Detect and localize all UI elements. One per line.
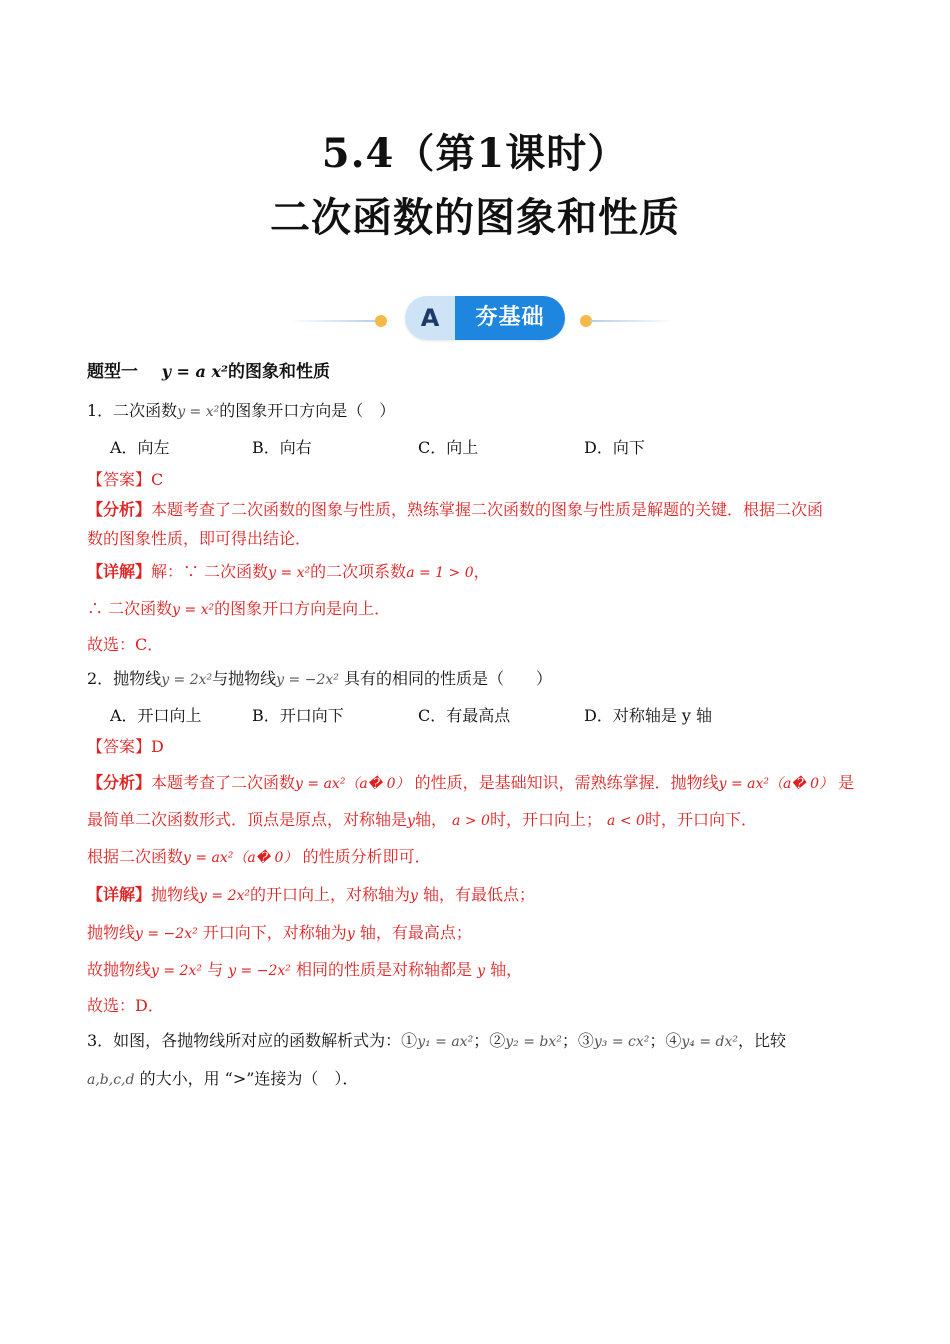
q1-detail-line-1 — [87, 561, 490, 584]
q2-analysis-formula-5: y = ax²（a� 0） — [183, 850, 298, 866]
q2-answer: 【答案】D — [87, 737, 164, 756]
q2-option-b: B．开口向下 — [252, 706, 344, 725]
q2-option-c: C．有最高点 — [418, 706, 511, 725]
q1-analysis-line-1 — [87, 499, 823, 521]
q3-stem-line-1 — [87, 1030, 786, 1053]
q1-detail-line-2 — [87, 598, 390, 621]
q3-prefix: 3．如图，各抛物线所对应的函数解析式为：① — [87, 1031, 418, 1050]
q2-detail-line-2 — [87, 922, 472, 945]
q1-answer: 【答案】C — [87, 470, 164, 489]
q2-formula-1: y = 2x² — [161, 672, 213, 688]
q2-analysis-text-2f: 时，开口向下． — [644, 810, 757, 829]
q1-detail-formula-3: y = x² — [172, 602, 215, 618]
q2-detail-formula-2: y = −2x² — [135, 926, 198, 942]
section-heading — [87, 361, 330, 383]
q3-formula-2: y₂ = bx² — [505, 1034, 562, 1050]
q2-choice: 故选：D． — [87, 996, 164, 1015]
q2-detail-text-3c: 相同的性质是对称轴都是 — [295, 960, 472, 979]
q1-detail-text-1c: ， — [473, 562, 490, 581]
q2-analysis-line-2 — [87, 809, 757, 832]
q2-analysis-text-1b: 的性质，是基础知识，需熟练掌握．抛物线 — [414, 773, 719, 792]
q2-detail-text-3a: 故抛物线 — [87, 960, 152, 979]
q2-detail-text-1a: 抛物线 — [151, 885, 200, 904]
q3-suffix: 的大小，用 “>”连接为（ ）． — [139, 1069, 359, 1088]
q2-detail-y-1: y — [410, 888, 418, 904]
q2-analysis-line-3 — [87, 846, 431, 869]
q3-sep-3: ；④ — [649, 1031, 682, 1050]
q1-prefix: 1．二次函数 — [87, 401, 178, 420]
q3-sep-4: ，比较 — [738, 1031, 787, 1050]
q1-stem — [87, 400, 395, 423]
q2-detail-formula-4: y = −2x² — [228, 963, 291, 979]
q1-detail-text-1a: 解：∵ 二次函数 — [151, 562, 269, 581]
q2-analysis-line-1 — [87, 772, 854, 795]
q2-analysis-text-3b: 的性质分析即可． — [302, 847, 431, 866]
q1-detail-text-1b: 的二次项系数 — [310, 562, 407, 581]
q2-analysis-tag: 【分析】 — [87, 773, 152, 792]
section-label: 题型一 — [87, 362, 138, 382]
q1-detail-formula-1: y = x² — [268, 565, 311, 581]
q2-suffix: 具有的相同的性质是（ ） — [343, 669, 552, 688]
q2-detail-y-3: y — [477, 963, 485, 979]
q2-analysis-formula-2: y = ax²（a� 0） — [718, 776, 834, 792]
q1-detail-tag: 【详解】 — [87, 562, 152, 581]
q1-analysis-text-1: 本题考查了二次函数的图象与性质，熟练掌握二次函数的图象与性质是解题的关键．根据二次函 — [151, 500, 824, 519]
banner-dot-left — [375, 315, 387, 327]
section-suffix: 的图象和性质 — [228, 362, 331, 382]
q2-option-a: A．开口向上 — [110, 706, 202, 725]
q2-analysis-text-2b: 轴， — [414, 810, 447, 829]
q2-detail-formula-3: y = 2x² — [151, 963, 202, 979]
q1-formula: y = x² — [177, 404, 220, 420]
section-banner — [290, 296, 675, 342]
q2-analysis-text-2d: 时，开口向上； — [489, 810, 602, 829]
q2-detail-text-1c: 轴，有最低点； — [423, 885, 536, 904]
q2-stem — [87, 668, 552, 691]
q2-mid: 与抛物线 — [212, 669, 277, 688]
q2-option-d: D．对称轴是 y 轴 — [584, 706, 713, 725]
q3-stem-line-2 — [87, 1068, 358, 1091]
q1-detail-formula-2: a = 1 > 0 — [406, 565, 474, 581]
q1-option-a: A．向左 — [110, 438, 170, 457]
q1-option-d: D．向下 — [584, 438, 645, 457]
q3-sep-2: ；③ — [561, 1031, 594, 1050]
q1-option-b: B．向右 — [252, 438, 312, 457]
q2-formula-2: y = −2x² — [276, 672, 339, 688]
title-line-2: 二次函数的图象和性质 — [270, 194, 680, 241]
q2-detail-text-1b: 的开口向上，对称轴为 — [250, 885, 411, 904]
q2-analysis-text-3a: 根据二次函数 — [87, 847, 184, 866]
section-formula: y = a x² — [161, 362, 229, 381]
q2-detail-formula-1: y = 2x² — [199, 888, 250, 904]
q1-choice: 故选：C． — [87, 635, 164, 654]
q3-formula-4: y₄ = dx² — [681, 1034, 739, 1050]
q1-detail-text-2b: 的图象开口方向是向上． — [214, 599, 391, 618]
q1-suffix: 的图象开口方向是（ ） — [219, 401, 396, 420]
q3-vars: a,b,c,d — [87, 1072, 135, 1088]
q2-analysis-formula-1: y = ax²（a� 0） — [295, 776, 410, 792]
q2-detail-text-2a: 抛物线 — [87, 923, 136, 942]
q2-detail-text-3b: 与 — [207, 960, 224, 979]
q3-sep-1: ；② — [473, 1031, 506, 1050]
q2-analysis-y-1: y — [407, 813, 415, 829]
banner-divider-right — [590, 320, 675, 322]
q2-analysis-text-1c: 是 — [838, 773, 855, 792]
q2-detail-text-2b: 开口向下，对称轴为 — [202, 923, 347, 942]
q1-analysis-tag: 【分析】 — [87, 500, 152, 519]
q2-detail-text-2c: 轴，有最高点； — [359, 923, 472, 942]
q2-detail-line-1 — [87, 884, 535, 907]
q1-option-c: C．向上 — [418, 438, 479, 457]
q2-analysis-formula-3: a > 0 — [452, 813, 490, 829]
q1-analysis-line-2: 数的图象性质，即可得出结论． — [87, 529, 312, 548]
banner-letter: A — [405, 296, 455, 340]
title-line-1: 5.4（第1课时） — [321, 130, 629, 177]
q2-analysis-text-1a: 本题考查了二次函数 — [151, 773, 296, 792]
q1-detail-text-2a: ∴ 二次函数 — [87, 599, 173, 618]
banner-divider-left — [290, 320, 380, 322]
q3-formula-1: y₁ = ax² — [417, 1034, 474, 1050]
q2-detail-line-3 — [87, 959, 522, 982]
banner-label: 夯基础 — [455, 296, 565, 340]
q2-detail-text-3d: 轴， — [490, 960, 523, 979]
q3-formula-3: y₃ = cx² — [593, 1034, 650, 1050]
q2-detail-y-2: y — [346, 926, 355, 942]
q2-detail-tag: 【详解】 — [87, 885, 152, 904]
banner-badge — [405, 296, 565, 340]
q2-prefix: 2．抛物线 — [87, 669, 162, 688]
q2-analysis-formula-4: a < 0 — [607, 813, 645, 829]
q2-analysis-text-2a: 最简单二次函数形式．顶点是原点，对称轴是 — [87, 810, 408, 829]
